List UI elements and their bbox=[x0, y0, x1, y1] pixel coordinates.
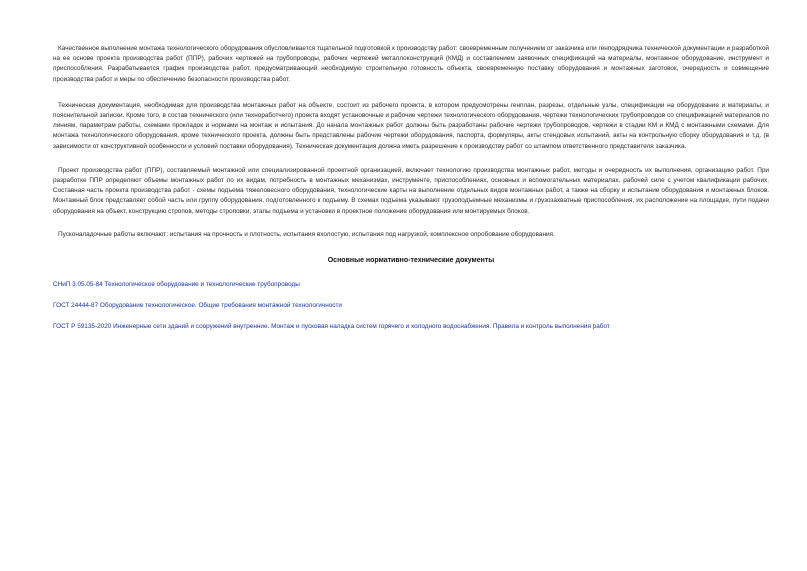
doc-link-gost-r-59135[interactable]: ГОСТ Р 59135-2020 Инженерные сети зданий и сооружений внутренние. Монтаж и пусковая наладка систем горячего и холодного водоснабжения. Правила и контроль выполнения работ bbox=[53, 323, 610, 331]
section-heading: Основные нормативно-технические документы bbox=[327, 257, 495, 265]
paragraph-commissioning: Пусконаладочные работы включают: испытания на прочность и плотность, испытания вхолостую, испытания под нагрузкой, комплексное опробование оборудования. bbox=[58, 230, 555, 238]
document-content bbox=[53, 44, 769, 332]
paragraph-technical-documentation: Техническая документация, необходимая для производства монтажных работ на объекте, состоит из рабочего проекта, в котором предусмотрены генплан, разрезы, отдельные узлы, спецификации на оборудование и материалы, и пояснительной записки. Кроме того, в состав технического (или техноработчего) проекта входят установочные и рабочие чертежи технологического оборудования, чертежи технологических трубопроводов со спецификацией материалов по линиям, параметрам работы, схемами прокладок и нормами на монтаж и испытания. До начала монтажных работ должны быть разработаны рабочие чертежи трубопроводов, чертежи в стадии КМ и КМД с монтажными схемами. Для монтажа технологического оборудования, кроме технического проекта, должны быть представлены рабочие чертежи оборудования, паспорта, формуляры, акты стендовых испытаний, акты на контрольную сборку оборудования и т.д. (в зависимости от конструктивной особенности и условий поставки оборудования). Техническая документация должна иметь разрешение к производству работ со штампом ответственного представителя заказчика. bbox=[53, 101, 769, 150]
doc-link-snip[interactable]: СНиП 3.05.05-84 Технологическое оборудование и технологические трубопроводы bbox=[53, 281, 300, 289]
paragraph-preparation: Качественное выполнение монтажа технологического оборудования обусловливается тщательной подготовкой к производству работ: своевременным получением от заказчика или генподрядчика технической документации и разработкой на ее основе проекта производства работ (ППР), рабочих чертежей на трубопроводы, рабочих чертежей металлоконструкций (КМД) и составлением заявочных спецификаций на материалы, монтажное оборудование, инструмент и приспособления. Разрабатывается график производства работ, предусматривающий необходимую строительную готовность объекта, своевременную поставку оборудования и монтажных заготовок, очередность и совмещение производства работ и меры по обеспечению безопасности производства работ. bbox=[53, 45, 769, 83]
doc-link-gost-24444[interactable]: ГОСТ 24444-87 Оборудование технологическое. Общие требования монтажной технологичности bbox=[53, 302, 342, 310]
paragraph-work-project: Проект производства работ (ППР), составляемый монтажной или специализированной проектной организацией, включает технологию производства монтажных работ, методы и очередность их выполнения, организацию работ. При разработке ППР определяют объемы монтажных работ по их видам, потребность в монтажных механизмах, инструменте, приспособлениях, основных и вспомогательных материалах, рабочей силе с учетом квалификации рабочих. Составная часть проекта производства работ - схемы подъема тяжеловесного оборудования, технологические карты на выполнение отдельных видов монтажных работ, а также на сборку и испытание оборудования и монтажных блоков. Монтажный блок представляет собой часть или группу оборудования, подготовленного к подъему. В схемах подъема указывают грузоподъемные механизмы и грузозахватные приспособления, их расположение на площадке, пути подачи оборудования на объект, конструкцию стропов, методы строповки, этапы подъема и установки в проектное положение оборудования или монтируемых блоков. bbox=[53, 166, 769, 215]
